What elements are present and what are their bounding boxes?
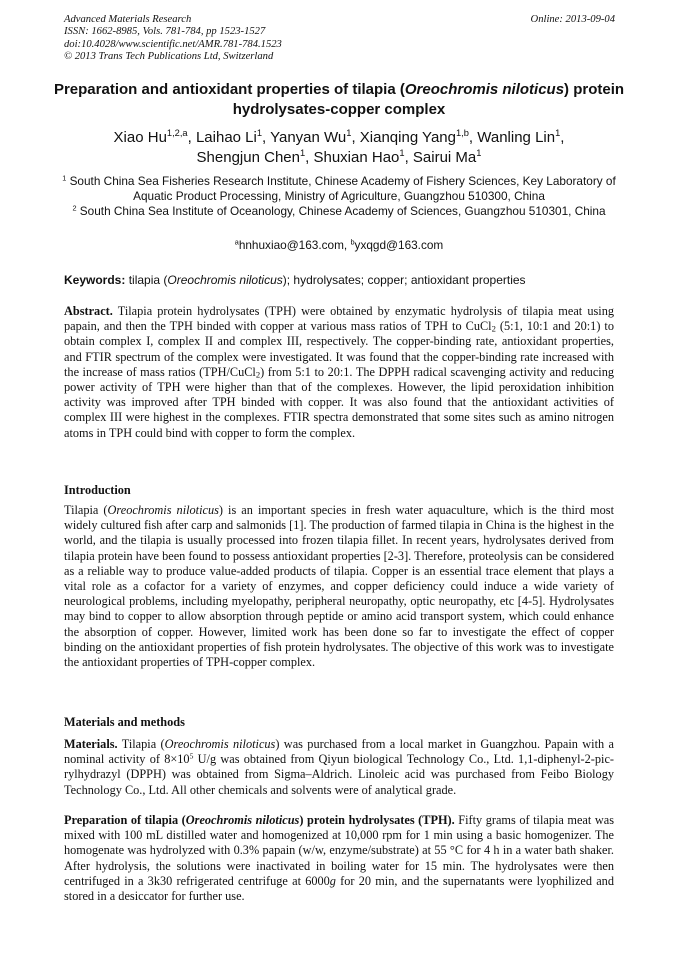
keywords-label: Keywords: [64, 273, 126, 287]
author: Shuxian Hao$^1$, [313, 148, 413, 166]
author: Shengjun Chen$^1$, [196, 148, 314, 166]
email-b: yxqgd@163.com [354, 238, 444, 252]
author: Sairui Ma$^1$ [412, 148, 482, 166]
affiliation-2: $^2$ South China Sea Institute of Oceanology, Chinese Academy of Sciences, Guangzhou 510301, China [72, 203, 606, 219]
doi-line: doi:10.4028/www.scientific.net/AMR.781-784.1523 [64, 38, 282, 50]
preparation-paragraph: Preparation of tilapia (Oreochromis niloticus) protein hydrolysates (TPH). Fifty grams of tilapia meat was mixed with 100 mL distilled water and homogenized at 10,000 rpm for 1 min using a basic homogenizer. The homogenate was hydrolyzed with 0.3% papain (w/w, enzyme/substrate) at 55 °C for 4 h in a water bath shaker. After hydrolysis, the solutions were inactivated in boiling water for 15 min. The hydrolysates were then centrifuged in a 3k30 refrigerated centrifuge at 6000g for 20 min, and the supernatants were lyophilized and stored in a desiccator for further use. [64, 813, 614, 904]
methods-heading: Materials and methods [64, 715, 185, 729]
abstract: Abstract. Tilapia protein hydrolysates (TPH) were obtained by enzymatic hydrolysis of tilapia meat using papain, and then the TPH binded with copper at various mass ratios of TPH to CuCl$_2$ (5:1, 10:1 and 20:1) to obtain complex I, complex II and complex III, respectively. The copper-binding rate, antioxidant properties, and FTIR spectrum of the complex were investigated. It was found that the copper-binding rate increased with the increase of mass ratios (TPH/CuCl$_2$) from 5:1 to 20:1. The DPPH radical scavenging activity and reducing power activity of TPH were higher than that of the complexes. However, the lipid peroxidation inhibition activity was improved after TPH binded with copper. It was also found that the antioxidant activities of complex III were highest in the complexes. FTIR spectra demonstrated that some sites such as amino nitrogen atoms in TPH could bind with copper to form the complex. [64, 304, 614, 440]
journal-name: Advanced Materials Research [64, 14, 192, 25]
affiliation-1: $^1$ South China Sea Fisheries Research Institute, Chinese Academy of Fishery Sciences, Key Laboratory of Aquatic Product Processing, Ministry of Agriculture, Guangzhou 510300, China [62, 173, 616, 204]
author: Yanyan Wu$^1$, [270, 128, 360, 146]
title-species: Oreochromis niloticus [404, 81, 565, 98]
copyright-line: © 2013 Trans Tech Publications Ltd, Switzerland [64, 50, 274, 62]
abstract-label: Abstract. [64, 304, 113, 318]
introduction-heading: Introduction [64, 483, 131, 497]
journal-header [64, 14, 282, 63]
keywords: Keywords: tilapia (Oreochromis niloticus); hydrolysates; copper; antioxidant properties [64, 273, 526, 287]
email-line: $^a$hnhuxiao@163.com, $^b$yxqgd@163.com [234, 237, 444, 252]
author: Xiao Hu$^{1,2,a}$, [113, 128, 196, 146]
online-date: Online: 2013-09-04 [530, 14, 615, 25]
author-list [40, 128, 638, 168]
paper-title: Preparation and antioxidant properties of tilapia (Oreochromis niloticus) protein hydrolysates-copper complex [53, 81, 625, 118]
author: Xianqing Yang$^{1,b}$, [359, 128, 478, 146]
affiliations [56, 174, 622, 220]
introduction-paragraph: Tilapia (Oreochromis niloticus) is an important species in fresh water aquaculture, which is the third most widely cultured fish after carp and salmonids [1]. The production of farmed tilapia in China is the highest in the world, and the tilapia is usually processed into frozen tilapia fillet. In recent years, hydrolysates derived from tilapia protein have been found to possess antioxidant properties [2-3]. Therefore, proteolysis can be considered as a reliable way to produce value-added products of tilapia. Copper is an essential trace element that plays a vital role as a cofactor for a variety of enzymes, and copper deficiency could induce a wide variety of neurological problems, including myelopathy, peripheral neuropathy, optic neuropathy, etc [4-5]. Hydrolysates may bind to copper to allow absorption through peptide or amino acid transport system, which could enhance the absorption of copper. However, limited work has been done so far to investigate the effect of copper binding on the antioxidant properties of fish protein hydrolysates. The objective of this work was to investigate the antioxidant properties of TPH-copper complex. [64, 503, 614, 670]
materials-paragraph: Materials. Tilapia (Oreochromis niloticus) was purchased from a local market in Guangzhou. Papain with a nominal activity of $8\times 10^5$ U/g was obtained from Qiyun biological Technology Co., Ltd. 1,1-diphenyl-2-pic-rylhydrazyl (DPPH) was obtained from Sigma–Aldrich. Linoleic acid was purchased from Feibo Biology Technology Co., Ltd. All other chemicals and solvents were of analytical grade. [64, 737, 615, 797]
email-a: hnhuxiao@163.com [238, 238, 344, 252]
author: Wanling Lin$^1$, [477, 128, 565, 146]
author: Laihao Li$^1$, [195, 128, 271, 146]
issn-line: ISSN: 1662-8985, Vols. 781-784, pp 1523-1527 [64, 26, 266, 38]
